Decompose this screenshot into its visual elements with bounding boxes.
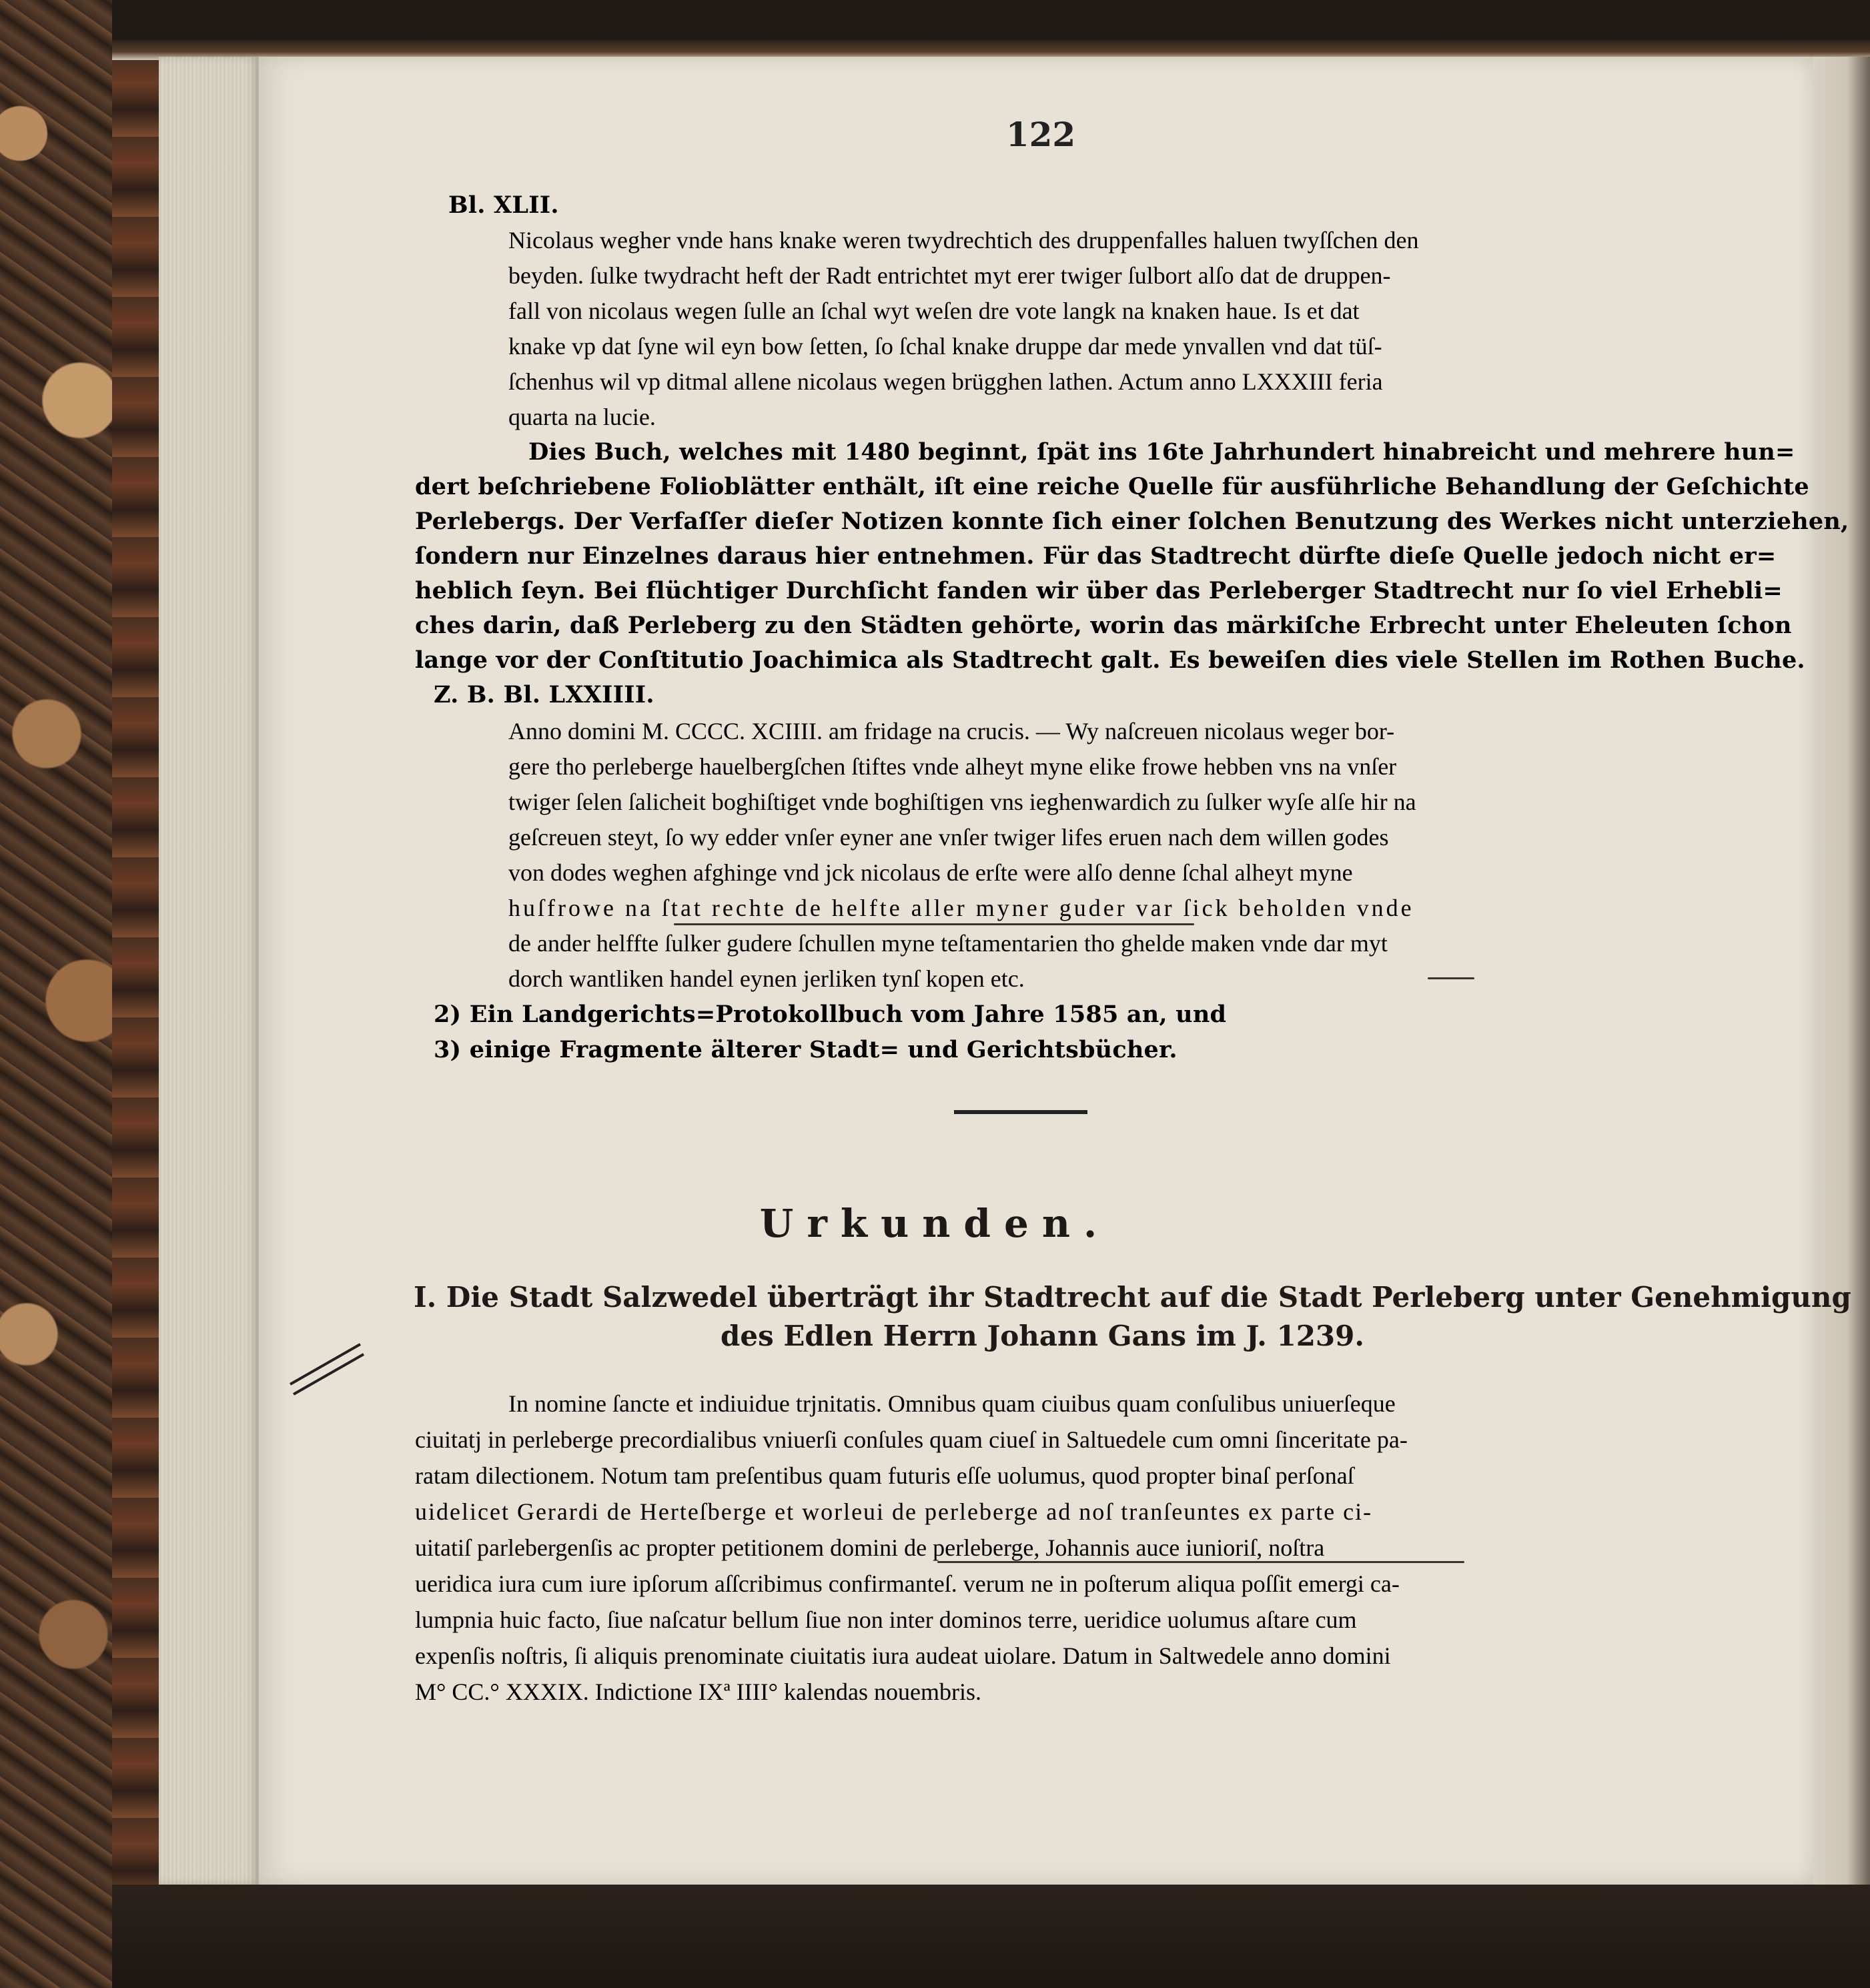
commentary-line: dert beſchriebene Folioblätter enthält, iſt eine reiche Quelle für ausführliche Behandlung der Geſchichte	[415, 473, 1809, 500]
commentary-line: heblich ſeyn. Bei flüchtiger Durchſicht fanden wir über das Perleberger Stadtrecht nur ſo viel Erhebli=	[415, 577, 1783, 604]
text-line: Nicolaus wegher vnde hans knake weren twydrechtich des druppenfalles haluen twyſſchen den	[508, 227, 1419, 254]
commentary-line: Perlebergs. Der Verfaſſer dieſer Notizen konnte ſich einer ſolchen Benutzung des Werkes nicht unterziehen,	[415, 508, 1849, 535]
folio-reference: Z. B. Bl. LXXIIII.	[434, 681, 654, 708]
charter-line: uidelicet Gerardi de Herteſberge et worleui de perleberge ad noſ tranſeuntes ex parte ci-	[415, 1498, 1373, 1525]
text-line: von dodes weghen afghinge vnd jck nicolaus de erſte were alſo denne ſchal alheyt myne	[508, 859, 1353, 886]
book-spine	[112, 57, 161, 1885]
charter-line: expenſis noſtris, ſi aliquis prenominate ciuitatis iura audeat uiolare. Datum in Saltwedele anno domini	[415, 1642, 1391, 1669]
text-line: twiger ſelen ſalicheit boghiſtiget vnde boghiſtigen vns ieghenwardich zu ſulker wyſe alſe hir na	[508, 789, 1416, 815]
charter-line: M° CC.° XXXIX. Indictione IXª IIII° kalendas nouembris.	[415, 1678, 981, 1705]
section-heading: Urkunden.	[759, 1201, 1111, 1246]
page-number: 122	[1005, 115, 1076, 154]
section-divider	[954, 1110, 1087, 1114]
text-line: dorch wantliken handel eynen jerliken tynſ kopen etc.	[508, 965, 1025, 992]
charter-line: ciuitatj in perleberge precordialibus vniuerſi conſules quam ciueſ in Saltuedele cum omni ſinceritate pa-	[415, 1426, 1408, 1453]
commentary-line: ſondern nur Einzelnes daraus hier entnehmen. Für das Stadtrecht dürfte dieſe Quelle jedoch nicht er=	[415, 542, 1777, 570]
charter-line: uitatiſ parlebergenſis ac propter petitionem domini de perleberge, Johannis auce iunioriſ, noſtra	[415, 1534, 1325, 1561]
document-title-line-2: des Edlen Herrn Johann Gans im J. 1239.	[721, 1320, 1364, 1352]
commentary-line: lange vor der Conſtitutio Joachimica als Stadtrecht galt. Es beweiſen dies viele Stellen im Rothen Buche.	[415, 646, 1805, 674]
text-line: knake vp dat ſyne wil eyn bow ſetten, ſo ſchal knake druppe dar mede ynvallen vnd dat tüſ-	[508, 333, 1382, 360]
text-line: ſchenhus wil vp ditmal allene nicolaus wegen brügghen lathen. Actum anno LXXXIII feria	[508, 368, 1383, 395]
charter-line: ratam dilectionem. Notum tam preſentibus quam futuris eſſe uolumus, quod propter binaſ perſonaſ	[415, 1462, 1354, 1489]
pencil-underline	[937, 1561, 1464, 1563]
text-line: beyden. ſulke twydracht heft der Radt entrichtet myt erer twiger ſulbort alſo dat de druppen-	[508, 262, 1391, 289]
pencil-underline	[674, 923, 1194, 925]
facing-page-edge	[1813, 57, 1870, 1978]
end-dash	[1428, 977, 1474, 979]
charter-line: lumpnia huic facto, ſiue naſcatur bellum ſiue non inter dominos terre, ueridice uolumus aſtare cum	[415, 1606, 1357, 1633]
list-item: 2) Ein Landgerichts=Protokollbuch vom Jahre 1585 an, und	[434, 1001, 1227, 1028]
list-item: 3) einige Fragmente älterer Stadt= und Gerichtsbücher.	[434, 1036, 1178, 1063]
text-line: fall von nicolaus wegen ſulle an ſchal wyt weſen dre vote langk na knaken haue. Is et dat	[508, 298, 1360, 324]
charter-line: ueridica iura cum iure ipſorum aſſcribimus confirmanteſ. verum ne in poſterum aliqua poſſit emergi ca-	[415, 1570, 1400, 1597]
text-line: geſcreuen steyt, ſo wy edder vnſer eyner ane vnſer twiger lifes eruen nach dem willen godes	[508, 824, 1389, 851]
commentary-line: Dies Buch, welches mit 1480 beginnt, ſpät ins 16te Jahrhundert hinabreicht und mehrere hun=	[528, 438, 1795, 466]
document-title-line-1: I. Die Stadt Salzwedel überträgt ihr Stadtrecht auf die Stadt Perleberg unter Genehmigung	[414, 1281, 1851, 1314]
text-line: Anno domini M. CCCC. XCIIII. am fridage na crucis. — Wy naſcreuen nicolaus weger bor-	[508, 718, 1395, 744]
text-line: huſfrowe na ſtat rechte de helfte aller myner guder var ſick beholden vnde	[508, 895, 1414, 921]
text-line: quarta na lucie.	[508, 404, 656, 430]
text-line: de ander helffte ſulker gudere ſchullen myne teſtamentarien tho ghelde maken vnde dar myt	[508, 930, 1388, 957]
page-stack-edge	[159, 57, 259, 1885]
commentary-line: ches darin, daß Perleberg zu den Städten gehörte, worin das märkiſche Erbrecht unter Eheleuten ſchon	[415, 612, 1792, 639]
charter-line: In nomine ſancte et indiuidue trjnitatis. Omnibus quam ciuibus quam conſulibus uniuerſeque	[508, 1390, 1396, 1417]
folio-reference: Bl. XLII.	[448, 191, 559, 219]
text-line: gere tho perleberge hauelbergſchen ſtiftes vnde alheyt myne elike frowe hebben vns na vnſer	[508, 753, 1397, 780]
margin-pencil-mark	[287, 1338, 367, 1398]
marbled-cover	[0, 0, 112, 1988]
book-bottom-shadow	[112, 1885, 1870, 1988]
